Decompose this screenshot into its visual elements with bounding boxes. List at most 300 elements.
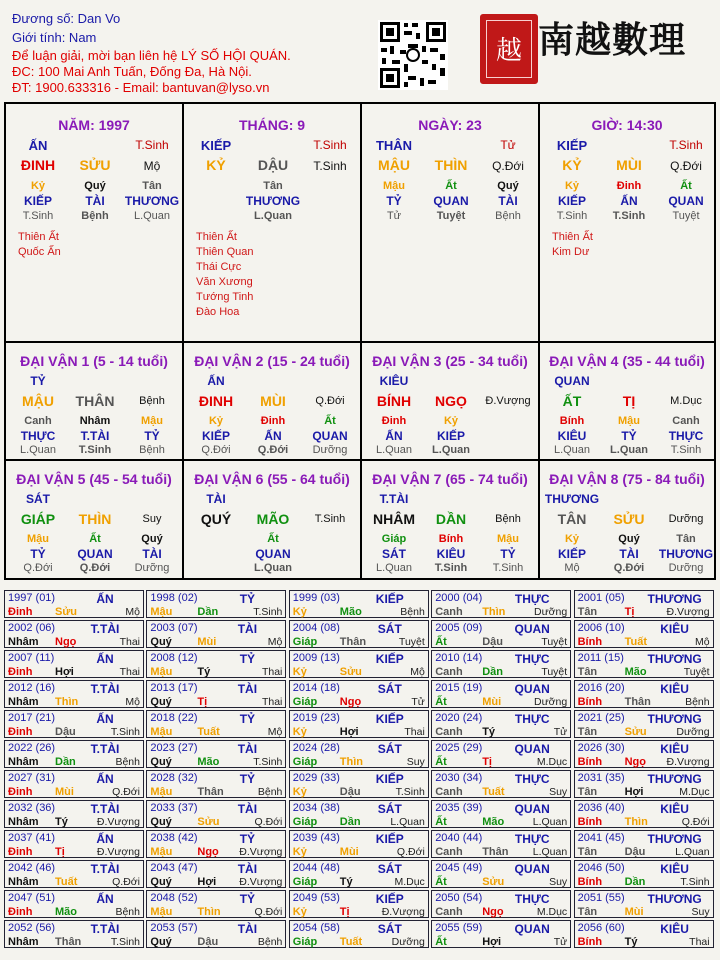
annual-stem: Ất — [435, 876, 447, 888]
pillar-title: NĂM: 1997 — [58, 117, 130, 133]
luck-pillar-cell — [6, 461, 184, 578]
luck-hidden-stem: Giáp — [381, 533, 407, 545]
luck-hidden-god: TỶ — [621, 429, 637, 443]
annual-ten-god: KIẾP — [375, 892, 404, 906]
annual-stem: Đinh — [8, 666, 33, 678]
annual-branch: Sửu — [482, 876, 505, 888]
luck-hidden-stage: Q.Đới — [257, 444, 289, 456]
annual-stem: Tân — [577, 666, 598, 678]
annual-cell — [574, 890, 714, 918]
luck-hidden-stage: Q.Đới — [613, 562, 645, 574]
luck-stem: NHÂM — [373, 511, 415, 527]
annual-cell — [574, 590, 714, 618]
luck-hidden-god: KIÊU — [557, 429, 587, 443]
annual-branch: Hợi — [339, 726, 359, 738]
annual-cell — [431, 620, 571, 648]
annual-stage: Dưỡng — [676, 726, 710, 738]
pillar-title: GIỜ: 14:30 — [591, 117, 663, 133]
annual-stage: Mộ — [695, 636, 710, 648]
annual-branch: Tý — [482, 726, 496, 738]
luck-hidden-stem: Canh — [24, 415, 52, 427]
annual-year: 2028 (32) — [150, 772, 198, 784]
luck-stage: M.Dục — [670, 395, 702, 407]
luck-hidden-stage: Dưỡng — [668, 562, 704, 574]
annual-stem: Ất — [435, 936, 447, 948]
annual-year: 2054 (58) — [292, 922, 340, 934]
annual-cell — [431, 860, 571, 888]
annual-cell — [4, 830, 144, 858]
annual-stage: Tuyệt — [541, 666, 568, 678]
annual-year: 2003 (07) — [150, 622, 198, 634]
annual-cell — [146, 860, 286, 888]
annual-cell — [289, 800, 429, 828]
pillar-cell — [362, 104, 540, 341]
owner-name: Đương số: Dan Vo — [12, 11, 121, 26]
annual-cell — [574, 920, 714, 948]
annual-stage: Thai — [261, 666, 283, 678]
annual-cell — [289, 830, 429, 858]
annual-stem: Quý — [150, 756, 172, 768]
annual-cell — [146, 800, 286, 828]
luck-ten-god: SÁT — [26, 492, 50, 506]
luck-hidden-stage: L.Quan — [19, 444, 57, 456]
annual-branch: Ngọ — [339, 696, 362, 708]
annual-cell — [146, 920, 286, 948]
annual-cell — [289, 890, 429, 918]
annual-stem: Quý — [150, 876, 172, 888]
star-name: Đào Hoa — [196, 306, 240, 318]
annual-year: 2014 (18) — [292, 682, 340, 694]
annual-stem: Ất — [435, 756, 447, 768]
annual-ten-god: KIẾP — [375, 652, 404, 666]
annual-ten-god: KIẾP — [375, 592, 404, 606]
annual-stage: Thai — [689, 936, 710, 948]
annual-stem: Mậu — [150, 726, 173, 738]
luck-pillar-cell — [184, 461, 362, 578]
annual-branch: Mùi — [339, 846, 359, 858]
annual-stem: Kỷ — [292, 846, 307, 858]
annual-cell — [146, 740, 286, 768]
luck-hidden-stage: L.Quan — [375, 562, 413, 574]
annual-stage: Tuyệt — [398, 636, 425, 648]
hidden-ten-god: THƯƠNG — [124, 194, 180, 208]
luck-hidden-god: QUAN — [312, 429, 348, 443]
annual-branch: Thân — [197, 786, 224, 798]
luck-hidden-stem: Mậu — [27, 533, 49, 545]
annual-cell — [4, 890, 144, 918]
hidden-ten-god: KIẾP — [557, 194, 586, 208]
luck-stage: Q.Đới — [315, 395, 345, 407]
annual-branch: Tị — [197, 696, 208, 708]
annual-year: 2024 (28) — [292, 742, 340, 754]
annual-branch: Tị — [624, 606, 635, 618]
annual-cell — [4, 770, 144, 798]
annual-year: 2029 (33) — [292, 772, 340, 784]
annual-ten-god: TỶ — [239, 592, 256, 606]
annual-ten-god: QUAN — [514, 862, 550, 876]
annual-year: 2004 (08) — [292, 622, 340, 634]
hidden-stage: L.Quan — [133, 210, 171, 222]
luck-stem: ĐINH — [198, 393, 234, 409]
star-list — [18, 230, 61, 260]
annual-ten-god: T.TÀI — [90, 682, 120, 696]
annual-cell — [146, 620, 286, 648]
annual-branch: Tý — [624, 936, 638, 948]
luck-ten-god: THƯƠNG — [544, 492, 600, 506]
annual-year: 2036 (40) — [577, 802, 625, 814]
annual-stem: Quý — [150, 696, 172, 708]
annual-ten-god: KIÊU — [660, 802, 689, 816]
annual-branch: Tị — [482, 756, 492, 768]
luck-stem: BÍNH — [376, 393, 412, 409]
luck-hidden-stage: L.Quan — [432, 444, 470, 456]
luck-hidden-stem: Đinh — [260, 415, 286, 427]
luck-hidden-stage: Bệnh — [139, 444, 165, 456]
annual-stage: Tử — [553, 726, 568, 738]
luck-pillar-cell — [6, 343, 184, 459]
luck-hidden-god: TÀI — [142, 547, 162, 561]
annual-year: 2049 (53) — [292, 892, 340, 904]
annual-branch: Mão — [55, 906, 77, 918]
annual-ten-god: TỶ — [239, 892, 256, 906]
annual-ten-god: THỰC — [514, 892, 550, 906]
annual-branch: Hợi — [55, 666, 74, 678]
annual-branch: Thìn — [339, 756, 364, 768]
annual-ten-god: THƯƠNG — [647, 832, 702, 846]
annual-year: 2047 (51) — [8, 892, 56, 904]
luck-stage: Bệnh — [139, 395, 165, 407]
hidden-stem: Ất — [445, 180, 457, 192]
annual-stem: Mậu — [150, 786, 173, 798]
luck-hidden-stem: Kỷ — [208, 415, 224, 427]
luck-hidden-god: KIẾP — [436, 429, 465, 443]
annual-stem: Canh — [435, 666, 463, 678]
annual-cell — [4, 710, 144, 738]
annual-year: 2032 (36) — [8, 802, 56, 814]
luck-hidden-stem: Bính — [559, 415, 585, 427]
luck-hidden-stem: Nhâm — [79, 415, 111, 427]
annual-stage: Suy — [549, 876, 568, 888]
annual-cell — [574, 680, 714, 708]
luck-pillar-cell — [362, 343, 540, 459]
annual-ten-god: THỰC — [514, 712, 550, 726]
annual-year: 2000 (04) — [435, 592, 483, 604]
annual-stem: Nhâm — [8, 756, 39, 768]
luck-ten-god: ẤN — [207, 374, 225, 388]
luck-row-2 — [6, 461, 714, 578]
annual-stem: Canh — [435, 726, 463, 738]
annual-cell — [289, 620, 429, 648]
luck-pillar-cell — [540, 461, 714, 578]
branch-stage: Mộ — [143, 159, 161, 173]
annual-ten-god: T.TÀI — [90, 922, 120, 936]
luck-title: ĐẠI VẬN 6 (55 - 64 tuổi) — [194, 471, 350, 487]
annual-year: 2018 (22) — [150, 712, 198, 724]
luck-hidden-stage: T.Sinh — [434, 562, 468, 574]
annual-year: 2044 (48) — [292, 862, 340, 874]
annual-stage: Tử — [553, 936, 568, 948]
annual-cell — [146, 590, 286, 618]
annual-cell — [4, 620, 144, 648]
luck-title: ĐẠI VẬN 2 (15 - 24 tuổi) — [194, 353, 350, 369]
annual-ten-god: ẤN — [96, 832, 114, 846]
annual-cell — [146, 650, 286, 678]
annual-year: 2012 (16) — [8, 682, 56, 694]
annual-cell — [4, 860, 144, 888]
star-name: Quốc Ấn — [18, 246, 61, 258]
annual-stage: T.Sinh — [110, 726, 140, 738]
annual-stem: Kỷ — [292, 906, 307, 918]
annual-stem: Đinh — [8, 606, 33, 618]
annual-year: 2030 (34) — [435, 772, 483, 784]
annual-cell — [574, 620, 714, 648]
annual-stem: Bính — [577, 696, 603, 708]
luck-stem: ẤT — [562, 393, 582, 409]
annual-stem: Nhâm — [8, 696, 39, 708]
pillar-cell — [6, 104, 184, 341]
annual-stage: Q.Đới — [112, 876, 140, 888]
annual-year: 1997 (01) — [8, 592, 56, 604]
luck-hidden-stem: Đinh — [381, 415, 407, 427]
annual-cell — [574, 740, 714, 768]
luck-hidden-stage: L.Quan — [375, 444, 413, 456]
header — [0, 0, 720, 100]
annual-stage: L.Quan — [532, 816, 568, 828]
pillars-row — [6, 104, 714, 343]
annual-stem: Giáp — [292, 816, 318, 828]
star-name: Tướng Tinh — [196, 291, 254, 303]
annual-branch: Thân — [55, 936, 82, 948]
luck-hidden-stage: T.Sinh — [78, 444, 112, 456]
luck-hidden-stem: Quý — [141, 533, 163, 545]
annual-cell — [146, 680, 286, 708]
earthly-branch: DẬU — [257, 157, 289, 173]
annual-year: 2021 (25) — [577, 712, 625, 724]
annual-year: 2043 (47) — [150, 862, 198, 874]
annual-year: 2053 (57) — [150, 922, 198, 934]
luck-hidden-stage: Q.Đới — [79, 562, 111, 574]
annual-branch: Sửu — [339, 666, 362, 678]
address: ĐC: 100 Mai Anh Tuấn, Đống Đa, Hà Nội. — [12, 64, 252, 79]
branch-stage: Q.Đới — [670, 159, 702, 173]
luck-hidden-stem: Kỷ — [564, 533, 580, 545]
annual-year: 2005 (09) — [435, 622, 483, 634]
annual-stem: Mậu — [150, 666, 173, 678]
annual-stage: Mộ — [267, 636, 283, 648]
annual-ten-god: KIÊU — [660, 862, 689, 876]
luck-branch: MÙI — [260, 393, 286, 409]
ten-god: KIẾP — [200, 138, 232, 153]
annual-branch: Sửu — [55, 606, 78, 618]
annual-cell — [4, 800, 144, 828]
luck-hidden-god: ẤN — [264, 429, 282, 443]
annual-ten-god: QUAN — [514, 622, 550, 636]
annual-year: 2056 (60) — [577, 922, 625, 934]
gender: Giới tính: Nam — [12, 30, 97, 45]
annual-stem: Giáp — [292, 696, 318, 708]
annual-ten-god: TÀI — [237, 622, 258, 636]
annual-stage: Suy — [549, 786, 568, 798]
luck-hidden-god: TỶ — [500, 547, 516, 561]
annual-year: 2013 (17) — [150, 682, 198, 694]
luck-title: ĐẠI VẬN 8 (75 - 84 tuổi) — [549, 471, 705, 487]
annual-branch: Thân — [482, 846, 509, 858]
annual-year: 2041 (45) — [577, 832, 625, 844]
hidden-ten-god: THƯƠNG — [245, 194, 301, 208]
annual-branch: Dậu — [482, 636, 503, 648]
hidden-stem: Quý — [497, 180, 519, 192]
luck-branch: THÌN — [78, 511, 112, 527]
annual-cell — [4, 590, 144, 618]
annual-year: 2039 (43) — [292, 832, 340, 844]
luck-hidden-stem: Canh — [672, 415, 700, 427]
luck-hidden-stem: Bính — [438, 533, 464, 545]
annual-ten-god: T.TÀI — [90, 742, 120, 756]
annual-stem: Bính — [577, 816, 603, 828]
luck-hidden-stage: L.Quan — [254, 562, 292, 574]
annual-branch: Dậu — [624, 846, 646, 858]
annual-cell — [146, 830, 286, 858]
brand-logo: 南越數理 — [538, 19, 687, 61]
hidden-stem: Quý — [84, 180, 106, 192]
annual-branch: Thìn — [197, 906, 221, 918]
annual-branch: Dần — [339, 816, 361, 828]
annual-cell — [289, 590, 429, 618]
hidden-stem: Tân — [142, 180, 162, 192]
annual-branch: Dậu — [55, 726, 76, 738]
hidden-ten-god: TÀI — [498, 194, 518, 208]
luck-title: ĐẠI VẬN 1 (5 - 14 tuổi) — [20, 353, 168, 369]
annual-ten-god: T.TÀI — [90, 622, 120, 636]
annual-ten-god: T.TÀI — [90, 862, 120, 876]
annual-stem: Đinh — [8, 786, 33, 798]
luck-hidden-god: TỶ — [144, 429, 160, 443]
annual-ten-god: TÀI — [237, 862, 258, 876]
annual-year: 2025 (29) — [435, 742, 483, 754]
luck-pillar-cell — [184, 343, 362, 459]
annual-branch: Mão — [624, 666, 647, 678]
annual-stage: Mộ — [125, 696, 140, 708]
annual-stem: Canh — [435, 906, 463, 918]
hidden-ten-god: TỶ — [386, 194, 402, 208]
hidden-ten-god: QUAN — [433, 194, 469, 208]
annual-cell — [431, 830, 571, 858]
luck-title: ĐẠI VẬN 7 (65 - 74 tuổi) — [372, 471, 528, 487]
luck-hidden-stem: Quý — [618, 533, 640, 545]
annual-year: 2037 (41) — [8, 832, 56, 844]
annual-ten-god: KIÊU — [660, 922, 689, 936]
heavenly-stem: KỶ — [206, 157, 226, 173]
annual-ten-god: KIÊU — [660, 682, 689, 696]
hidden-ten-god: ẤN — [620, 194, 638, 208]
annual-stem: Kỷ — [292, 606, 307, 618]
annual-ten-god: ẤN — [96, 712, 114, 726]
luck-hidden-god: THỰC — [20, 429, 56, 443]
annual-branch: Mão — [482, 816, 505, 828]
luck-stage: Suy — [142, 513, 162, 525]
annual-stem: Tân — [577, 906, 598, 918]
annual-stage: Q.Đới — [112, 786, 140, 798]
annual-stage: Tử — [411, 696, 425, 708]
annual-stage: Suy — [406, 756, 425, 768]
annual-year: 2010 (14) — [435, 652, 483, 664]
annual-branch: Thìn — [55, 696, 79, 708]
annual-branch: Thân — [339, 636, 367, 648]
annual-ten-god: ẤN — [96, 892, 114, 906]
annual-branch: Dậu — [339, 786, 361, 798]
annual-cell — [289, 770, 429, 798]
annual-stem: Đinh — [8, 906, 33, 918]
hidden-stage: Tuyệt — [672, 210, 700, 222]
annual-ten-god: THƯƠNG — [647, 712, 702, 726]
earthly-branch: MÙI — [616, 157, 642, 173]
luck-hidden-stage: T.Sinh — [670, 444, 702, 456]
annual-cell — [431, 740, 571, 768]
annual-year: 2015 (19) — [435, 682, 483, 694]
annual-cell — [146, 710, 286, 738]
annual-stage: T.Sinh — [253, 756, 283, 768]
hidden-stage: Bệnh — [81, 210, 109, 222]
hidden-stage: T.Sinh — [22, 210, 54, 222]
stem-stage: T.Sinh — [669, 138, 703, 152]
annual-cell — [4, 680, 144, 708]
annual-stem: Mậu — [150, 606, 173, 618]
annual-ten-god: T.TÀI — [90, 802, 120, 816]
annual-year: 2050 (54) — [435, 892, 483, 904]
annual-stage: Bệnh — [685, 696, 710, 708]
annual-cell — [431, 920, 571, 948]
qr-code-icon — [378, 20, 448, 90]
stem-stage: Tử — [500, 138, 516, 152]
annual-cell — [431, 680, 571, 708]
annual-branch: Tuất — [197, 726, 220, 738]
annual-stage: Đ.Vượng — [96, 846, 140, 858]
luck-branch: NGỌ — [435, 393, 467, 409]
annual-branch: Mùi — [624, 906, 644, 918]
annual-stem: Nhâm — [8, 636, 39, 648]
annual-year: 2048 (52) — [150, 892, 198, 904]
luck-title: ĐẠI VẬN 4 (35 - 44 tuổi) — [549, 353, 705, 369]
annual-cell — [574, 770, 714, 798]
annual-cell — [289, 740, 429, 768]
annual-year: 1998 (02) — [150, 592, 198, 604]
annual-stage: Thai — [119, 636, 140, 648]
annual-ten-god: THỰC — [514, 652, 550, 666]
luck-stage: Dưỡng — [668, 513, 704, 525]
annual-stage: Bệnh — [257, 786, 283, 798]
luck-hidden-stem: Mậu — [497, 533, 519, 545]
annual-year: 2026 (30) — [577, 742, 625, 754]
annual-branch: Ngọ — [624, 756, 646, 768]
annual-stage: M.Dục — [394, 876, 425, 888]
annual-ten-god: KIẾP — [375, 832, 404, 846]
annual-ten-god: THỰC — [514, 772, 550, 786]
annual-cell — [431, 770, 571, 798]
star-name: Thiên Ất — [18, 231, 59, 243]
luck-stem: TÂN — [557, 511, 587, 527]
annual-ten-god: KIÊU — [660, 622, 689, 636]
annual-branch: Tý — [339, 876, 353, 888]
pillar-title: NGÀY: 23 — [418, 117, 482, 133]
annual-year: 2019 (23) — [292, 712, 340, 724]
annual-stage: Đ.Vượng — [666, 756, 710, 768]
annual-year: 2034 (38) — [292, 802, 340, 814]
annual-stage: Thai — [119, 666, 140, 678]
annual-branch: Dần — [482, 666, 503, 678]
annual-stage: Q.Đới — [681, 816, 710, 828]
annual-ten-god: TỶ — [239, 652, 256, 666]
annual-ten-god: TÀI — [237, 682, 258, 696]
